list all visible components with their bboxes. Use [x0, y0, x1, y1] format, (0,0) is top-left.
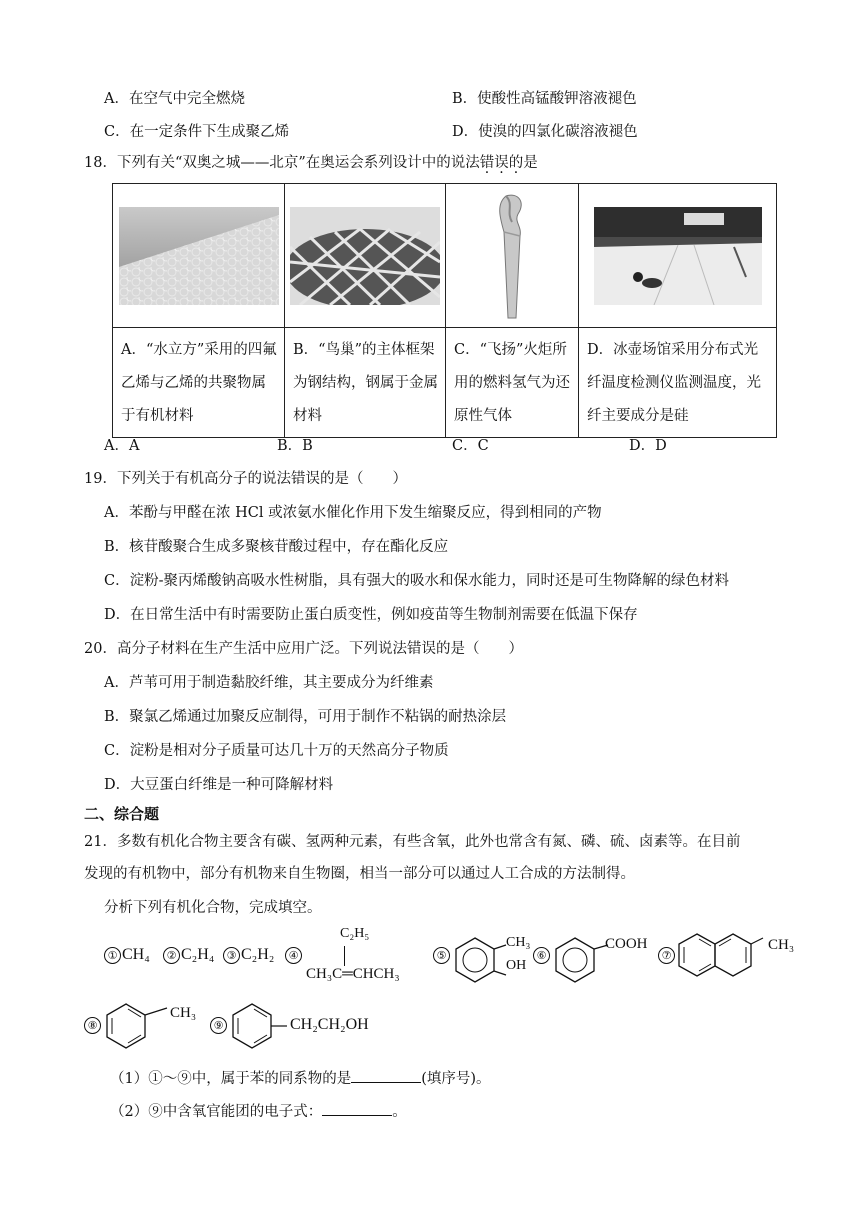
q18-answer-b: B．B — [277, 438, 313, 454]
formula-5-ch3: CH₃ — [506, 935, 531, 950]
label-7: ⑦ — [658, 947, 675, 964]
compound-3 — [222, 946, 274, 964]
label-2: ② — [163, 947, 180, 964]
q21-sub1 — [110, 1067, 491, 1089]
formula-1: CH₄ — [122, 946, 150, 963]
formula-4-top: C₂H₅ — [340, 926, 370, 941]
label-1: ① — [104, 947, 121, 964]
q21-instruction: 分析下列有机化合物，完成填空。 — [104, 900, 322, 916]
q21-sub2-prefix: （2）⑨中含氧官能团的电子式： — [110, 1104, 323, 1120]
formula-2: C₂H₄ — [181, 946, 215, 963]
q21-intro-line2: 发现的有机物中，部分有机物来自生物圈，相当一部分可以通过人工合成的方法制得。 — [84, 866, 635, 882]
q18-emph-3: 的 — [508, 155, 524, 171]
q17-option-a: A．在空气中完全燃烧 — [104, 91, 245, 107]
q20-option-a: A．芦苇可用于制造黏胶纤维，其主要成分为纤维素 — [104, 675, 434, 691]
q21-sub1-answer-blank[interactable] — [351, 1067, 421, 1083]
q18-emph-1: 错 — [479, 155, 495, 171]
curling-venue-photo — [579, 184, 776, 327]
q19-option-b: B．核苷酸聚合生成多聚核苷酸过程中，存在酯化反应 — [104, 539, 449, 555]
q21-sub1-prefix: （1）①～⑨中，属于苯的同系物的是 — [110, 1071, 352, 1087]
compound-2 — [162, 946, 214, 964]
q19-option-d: D．在日常生活中有时需要防止蛋白质变性，例如疫苗等生物制剂需要在低温下保存 — [104, 607, 638, 623]
q19-stem: 19．下列关于有机高分子的说法错误的是（ ） — [84, 471, 407, 487]
formula-6-cooh: COOH — [605, 936, 648, 952]
compound-8-label — [83, 1016, 102, 1034]
benzene-ring-9 — [227, 1000, 289, 1052]
compound-1 — [103, 946, 150, 964]
q20-option-c: C．淀粉是相对分子质量可达几十万的天然高分子物质 — [104, 743, 449, 759]
compound-4-label — [284, 946, 303, 964]
benzene-ring-8 — [101, 1000, 176, 1052]
q19-option-a: A．苯酚与甲醛在浓 HCl 或浓氨水催化作用下发生缩聚反应，得到相同的产物 — [104, 505, 602, 521]
naphthalene-ring-7 — [675, 930, 765, 982]
q17-option-d: D．使溴的四氯化碳溶液褪色 — [452, 124, 638, 140]
water-cube-photo — [113, 184, 284, 327]
q20-stem: 20．高分子材料在生产生活中应用广泛。下列说法错误的是（ ） — [84, 641, 523, 657]
label-8: ⑧ — [84, 1017, 101, 1034]
q19-option-c: C．淀粉-聚丙烯酸钠高吸水性树脂，具有强大的吸水和保水能力，同时还是可生物降解的绿色材料 — [104, 573, 729, 589]
q21-sub2-suffix: 。 — [392, 1104, 407, 1120]
q18-cell-c: C．“飞扬”火炬所用的燃料氢气为还原性气体 — [454, 342, 570, 424]
formula-5-oh: OH — [506, 958, 527, 973]
formula-8-ch3: CH₃ — [170, 1005, 197, 1021]
q18-cell-d: D．冰壶场馆采用分布式光纤温度检测仪监测温度，光纤主要成分是硅 — [587, 342, 761, 424]
q18-answer-d: D．D — [629, 438, 667, 454]
benzene-ring-6 — [550, 935, 610, 985]
compound-7-label — [657, 946, 676, 964]
q20-option-d: D．大豆蛋白纤维是一种可降解材料 — [104, 777, 334, 793]
compound-9-label — [209, 1016, 228, 1034]
torch-photo — [446, 184, 578, 327]
section-title: 二、综合题 — [84, 805, 160, 823]
label-6: ⑥ — [533, 947, 550, 964]
q21-intro-line1: 21．多数有机化合物主要含有碳、氢两种元素，有些含氧，此外也常含有氮、磷、硫、卤素等。在目前 — [84, 834, 741, 850]
label-4: ④ — [285, 947, 302, 964]
label-3: ③ — [223, 947, 240, 964]
q21-sub2-answer-blank[interactable] — [322, 1100, 392, 1116]
q18-cell-b: B．“鸟巢”的主体框架为钢结构，钢属于金属材料 — [293, 342, 438, 424]
q18-cell-a: A．“水立方”采用的四氟乙烯与乙烯的共聚物属于有机材料 — [121, 342, 277, 424]
q18-emph-2: 误 — [494, 155, 509, 171]
formula-3: C₂H₂ — [241, 946, 275, 963]
label-5: ⑤ — [433, 947, 450, 964]
q20-option-b: B．聚氯乙烯通过加聚反应制得，可用于制作不粘锅的耐热涂层 — [104, 709, 507, 725]
compound-6-label — [532, 946, 551, 964]
label-9: ⑨ — [210, 1017, 227, 1034]
benzene-ring-5 — [450, 935, 510, 985]
formula-7-ch3: CH₃ — [768, 937, 795, 953]
q18-answer-a: A．A — [104, 438, 140, 454]
formula-9-chain: CH₂CH₂OH — [290, 1016, 369, 1033]
q21-sub1-suffix: (填序号)。 — [421, 1071, 491, 1087]
birds-nest-photo — [285, 184, 445, 327]
q17-option-c: C．在一定条件下生成聚乙烯 — [104, 124, 290, 140]
formula-4-bond — [344, 946, 345, 966]
compound-5-label — [432, 946, 451, 964]
q18-stem-suffix: 是 — [523, 155, 538, 171]
q18-stem-prefix: 18．下列有关“双奥之城——北京”在奥运会系列设计中的说法 — [84, 155, 480, 171]
q18-answer-c: C．C — [452, 438, 489, 454]
formula-4-main: CH₃C═CHCH₃ — [306, 966, 400, 982]
q21-sub2 — [110, 1100, 407, 1122]
q18-table — [112, 183, 777, 438]
q18-stem — [84, 153, 538, 173]
q17-option-b: B．使酸性高锰酸钾溶液褪色 — [452, 91, 637, 107]
